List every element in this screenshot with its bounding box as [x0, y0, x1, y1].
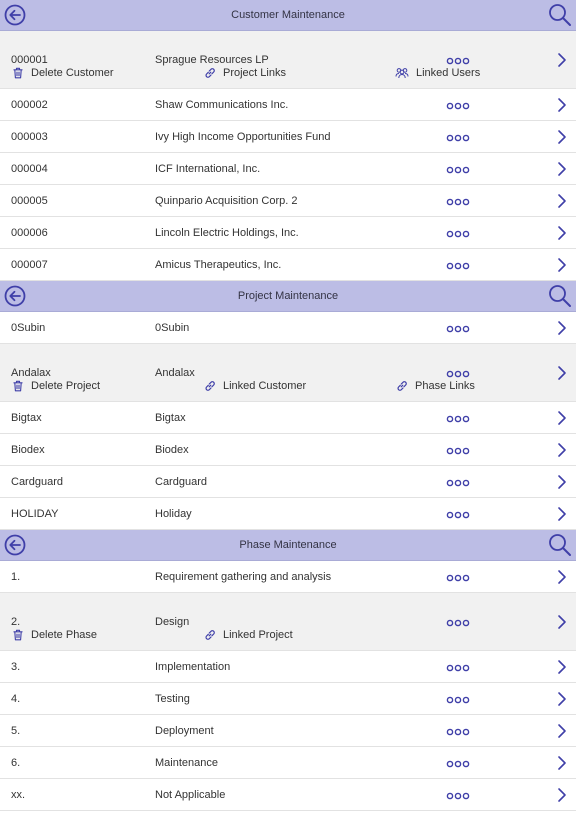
phase-code: 6. [11, 756, 21, 769]
customer-code: 000004 [11, 162, 48, 175]
customer-row[interactable] [0, 153, 576, 185]
phase-row[interactable] [0, 715, 576, 747]
phase-code: 2. [11, 615, 21, 628]
row-actions [0, 62, 576, 86]
link-icon [204, 67, 216, 79]
more-dots-icon[interactable] [446, 664, 470, 672]
linked-project-button[interactable] [204, 629, 293, 641]
chevron-right-icon[interactable] [556, 723, 568, 739]
project-code: 0Subin [11, 321, 46, 334]
delete-project-label: Delete Project [31, 380, 101, 392]
chevron-right-icon[interactable] [556, 787, 568, 803]
customer-code: 000007 [11, 258, 48, 271]
phase-row[interactable] [0, 683, 576, 715]
phase-row[interactable] [0, 747, 576, 779]
phase-code: 4. [11, 692, 21, 705]
customer-row[interactable] [0, 121, 576, 153]
link-icon [396, 380, 408, 392]
row-actions [0, 624, 576, 648]
project-name: Biodex [155, 443, 189, 456]
more-dots-icon[interactable] [446, 696, 470, 704]
chevron-right-icon[interactable] [556, 193, 568, 209]
search-icon[interactable] [548, 533, 572, 557]
more-dots-icon[interactable] [446, 792, 470, 800]
more-dots-icon[interactable] [446, 262, 470, 270]
search-icon[interactable] [548, 284, 572, 308]
project-row[interactable] [0, 498, 576, 530]
chevron-right-icon[interactable] [556, 257, 568, 273]
chevron-right-icon[interactable] [556, 755, 568, 771]
section-title: Phase Maintenance [239, 539, 337, 551]
customer-name: Shaw Communications Inc. [155, 98, 289, 111]
customer-code: 000006 [11, 226, 48, 239]
phase-row[interactable] [0, 779, 576, 811]
more-dots-icon[interactable] [446, 134, 470, 142]
chevron-right-icon[interactable] [556, 659, 568, 675]
chevron-right-icon[interactable] [556, 442, 568, 458]
customer-row[interactable] [0, 185, 576, 217]
project-row[interactable] [0, 312, 576, 344]
chevron-right-icon[interactable] [556, 225, 568, 241]
phase-links-button[interactable] [396, 380, 475, 392]
customer-name: Amicus Therapeutics, Inc. [155, 258, 282, 271]
chevron-right-icon[interactable] [556, 691, 568, 707]
more-dots-icon[interactable] [446, 574, 470, 582]
customer-code: 000003 [11, 130, 48, 143]
phase-name: Maintenance [155, 756, 218, 769]
phase-name: Requirement gathering and analysis [155, 570, 332, 583]
chevron-right-icon[interactable] [556, 161, 568, 177]
link-icon [204, 380, 216, 392]
back-arrow-icon[interactable] [4, 285, 26, 307]
trash-icon [12, 380, 24, 392]
customer-code: 000005 [11, 194, 48, 207]
phase-row[interactable] [0, 561, 576, 593]
delete-customer-button[interactable] [12, 67, 114, 79]
phase-name: Deployment [155, 724, 214, 737]
chevron-right-icon[interactable] [556, 97, 568, 113]
trash-icon [12, 629, 24, 641]
linked-customer-label: Linked Customer [223, 380, 307, 392]
phase-name: Implementation [155, 660, 231, 673]
customer-row[interactable] [0, 31, 576, 89]
customer-name: Sprague Resources LP [155, 53, 269, 66]
chevron-right-icon[interactable] [556, 320, 568, 336]
phase-name: Not Applicable [155, 788, 226, 801]
phase-section-header [0, 530, 576, 561]
phase-code: xx. [11, 788, 26, 801]
more-dots-icon[interactable] [446, 102, 470, 110]
project-name: Bigtax [155, 411, 186, 424]
customer-row[interactable] [0, 249, 576, 281]
project-section-header [0, 281, 576, 312]
more-dots-icon[interactable] [446, 230, 470, 238]
more-dots-icon[interactable] [446, 325, 470, 333]
project-name: Andalax [155, 366, 195, 379]
section-title: Project Maintenance [237, 290, 339, 302]
search-icon[interactable] [548, 3, 572, 27]
customer-name: Lincoln Electric Holdings, Inc. [155, 226, 299, 239]
delete-customer-label: Delete Customer [31, 67, 114, 79]
customer-name: Quinpario Acquisition Corp. 2 [155, 194, 298, 207]
customer-name: ICF International, Inc. [155, 162, 261, 175]
customer-code: 000002 [11, 98, 48, 111]
chevron-right-icon[interactable] [556, 410, 568, 426]
more-dots-icon[interactable] [446, 166, 470, 174]
project-row[interactable] [0, 344, 576, 402]
linked-users-button[interactable] [395, 67, 480, 79]
chevron-right-icon[interactable] [556, 129, 568, 145]
project-links-label: Project Links [223, 67, 286, 79]
more-dots-icon[interactable] [446, 760, 470, 768]
project-name: Cardguard [155, 475, 207, 488]
chevron-right-icon[interactable] [556, 569, 568, 585]
more-dots-icon[interactable] [446, 511, 470, 519]
delete-phase-label: Delete Phase [31, 629, 98, 641]
row-actions [0, 375, 576, 399]
customer-name: Ivy High Income Opportunities Fund [155, 130, 331, 143]
customer-row[interactable] [0, 217, 576, 249]
trash-icon [12, 67, 24, 79]
section-title: Customer Maintenance [231, 9, 345, 21]
more-dots-icon[interactable] [446, 198, 470, 206]
phase-row[interactable] [0, 651, 576, 683]
users-icon [395, 67, 409, 79]
phase-code: 3. [11, 660, 21, 673]
phase-code: 1. [11, 570, 21, 583]
link-icon [204, 629, 216, 641]
project-links-button[interactable] [204, 67, 286, 79]
project-code: Cardguard [11, 475, 63, 488]
project-code: Andalax [11, 366, 51, 379]
more-dots-icon[interactable] [446, 479, 470, 487]
project-name: Holiday [155, 507, 192, 520]
delete-phase-button[interactable] [12, 629, 97, 641]
project-row[interactable] [0, 466, 576, 498]
project-row[interactable] [0, 402, 576, 434]
back-arrow-icon[interactable] [4, 4, 26, 26]
phase-code: 5. [11, 724, 21, 737]
back-arrow-icon[interactable] [4, 534, 26, 556]
more-dots-icon[interactable] [446, 728, 470, 736]
customer-section-header [0, 0, 576, 31]
phase-name: Design [155, 615, 190, 628]
phase-row[interactable] [0, 593, 576, 651]
customer-code: 000001 [11, 53, 48, 66]
project-code: HOLIDAY [11, 507, 59, 520]
chevron-right-icon[interactable] [556, 474, 568, 490]
more-dots-icon[interactable] [446, 447, 470, 455]
linked-customer-button[interactable] [204, 380, 306, 392]
linked-project-label: Linked Project [223, 629, 293, 641]
customer-row[interactable] [0, 89, 576, 121]
more-dots-icon[interactable] [446, 415, 470, 423]
project-code: Bigtax [11, 411, 42, 424]
project-row[interactable] [0, 434, 576, 466]
phase-links-label: Phase Links [415, 380, 475, 392]
project-name: 0Subin [155, 321, 190, 334]
project-code: Biodex [11, 443, 45, 456]
linked-users-label: Linked Users [416, 67, 481, 79]
chevron-right-icon[interactable] [556, 506, 568, 522]
delete-project-button[interactable] [12, 380, 100, 392]
phase-name: Testing [155, 692, 190, 705]
